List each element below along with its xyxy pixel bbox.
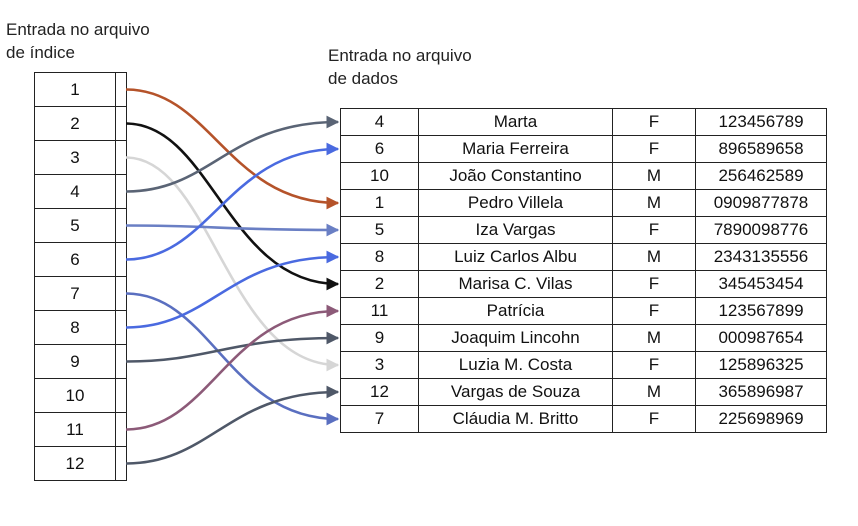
record-position: 7 — [341, 406, 419, 433]
pointer-arrow-2 — [126, 124, 338, 285]
record-sex: F — [613, 109, 696, 136]
record-phone: 2343135556 — [696, 244, 827, 271]
record-phone: 0909877878 — [696, 190, 827, 217]
record-name: Patrícia — [419, 298, 613, 325]
record-position: 5 — [341, 217, 419, 244]
data-row — [341, 271, 827, 298]
index-entry: 2 — [35, 107, 116, 141]
pointer-arrow-1 — [126, 90, 338, 204]
record-name: Maria Ferreira — [419, 136, 613, 163]
pointer-arrow-3 — [126, 158, 338, 366]
record-sex: M — [613, 190, 696, 217]
record-sex: F — [613, 406, 696, 433]
record-name: Marisa C. Vilas — [419, 271, 613, 298]
record-phone: 123567899 — [696, 298, 827, 325]
record-position: 12 — [341, 379, 419, 406]
data-row — [341, 136, 827, 163]
data-table — [340, 108, 827, 433]
index-pointer-cell — [116, 141, 127, 175]
index-row — [35, 277, 127, 311]
index-row — [35, 345, 127, 379]
index-pointer-cell — [116, 277, 127, 311]
data-row — [341, 244, 827, 271]
record-position: 8 — [341, 244, 419, 271]
data-row — [341, 190, 827, 217]
data-label-line2: de dados — [328, 69, 398, 88]
index-table — [34, 72, 127, 481]
index-row — [35, 447, 127, 481]
index-entry: 5 — [35, 209, 116, 243]
index-entry: 12 — [35, 447, 116, 481]
index-pointer-cell — [116, 175, 127, 209]
record-position: 4 — [341, 109, 419, 136]
record-name: Vargas de Souza — [419, 379, 613, 406]
record-position: 9 — [341, 325, 419, 352]
index-label-line1: Entrada no arquivo — [6, 20, 150, 39]
index-pointer-cell — [116, 107, 127, 141]
record-sex: F — [613, 298, 696, 325]
record-sex: M — [613, 163, 696, 190]
index-pointer-cell — [116, 379, 127, 413]
index-entry: 4 — [35, 175, 116, 209]
pointer-arrow-12 — [126, 392, 338, 464]
pointer-arrow-8 — [126, 257, 338, 328]
record-name: Pedro Villela — [419, 190, 613, 217]
pointer-arrow-11 — [126, 311, 338, 430]
index-entry: 11 — [35, 413, 116, 447]
index-row — [35, 175, 127, 209]
index-entry: 3 — [35, 141, 116, 175]
record-position: 10 — [341, 163, 419, 190]
index-pointer-cell — [116, 209, 127, 243]
record-name: Iza Vargas — [419, 217, 613, 244]
index-entry: 8 — [35, 311, 116, 345]
index-row — [35, 209, 127, 243]
pointer-arrow-4 — [126, 122, 338, 192]
record-position: 11 — [341, 298, 419, 325]
record-name: Luzia M. Costa — [419, 352, 613, 379]
record-sex: F — [613, 217, 696, 244]
index-pointer-cell — [116, 243, 127, 277]
data-row — [341, 406, 827, 433]
record-position: 2 — [341, 271, 419, 298]
record-phone: 345453454 — [696, 271, 827, 298]
index-entry: 1 — [35, 73, 116, 107]
record-name: Cláudia M. Britto — [419, 406, 613, 433]
data-row — [341, 298, 827, 325]
record-position: 3 — [341, 352, 419, 379]
record-position: 1 — [341, 190, 419, 217]
index-row — [35, 107, 127, 141]
pointer-arrow-7 — [126, 294, 338, 420]
record-phone: 256462589 — [696, 163, 827, 190]
index-pointer-cell — [116, 413, 127, 447]
record-sex: F — [613, 136, 696, 163]
record-name: João Constantino — [419, 163, 613, 190]
index-entry: 9 — [35, 345, 116, 379]
record-phone: 000987654 — [696, 325, 827, 352]
pointer-arrow-9 — [126, 338, 338, 362]
index-row — [35, 243, 127, 277]
data-row — [341, 325, 827, 352]
record-phone: 896589658 — [696, 136, 827, 163]
record-sex: F — [613, 352, 696, 379]
index-entry: 10 — [35, 379, 116, 413]
index-pointer-cell — [116, 311, 127, 345]
record-sex: F — [613, 271, 696, 298]
pointer-arrow-5 — [126, 226, 338, 231]
record-phone: 225698969 — [696, 406, 827, 433]
data-row — [341, 217, 827, 244]
data-row — [341, 109, 827, 136]
index-pointer-cell — [116, 447, 127, 481]
index-row — [35, 413, 127, 447]
index-entry: 7 — [35, 277, 116, 311]
record-name: Marta — [419, 109, 613, 136]
index-entry: 6 — [35, 243, 116, 277]
record-phone: 125896325 — [696, 352, 827, 379]
record-phone: 365896987 — [696, 379, 827, 406]
record-sex: M — [613, 379, 696, 406]
record-name: Joaquim Lincohn — [419, 325, 613, 352]
record-position: 6 — [341, 136, 419, 163]
record-sex: M — [613, 325, 696, 352]
record-phone: 123456789 — [696, 109, 827, 136]
data-row — [341, 352, 827, 379]
index-row — [35, 73, 127, 107]
index-row — [35, 141, 127, 175]
record-name: Luiz Carlos Albu — [419, 244, 613, 271]
index-pointer-cell — [116, 345, 127, 379]
index-file-label — [6, 18, 206, 64]
data-file-label — [328, 44, 528, 90]
record-phone: 7890098776 — [696, 217, 827, 244]
record-sex: M — [613, 244, 696, 271]
data-label-line1: Entrada no arquivo — [328, 46, 472, 65]
index-row — [35, 311, 127, 345]
data-row — [341, 379, 827, 406]
data-row — [341, 163, 827, 190]
index-row — [35, 379, 127, 413]
index-pointer-cell — [116, 73, 127, 107]
pointer-arrow-6 — [126, 149, 338, 260]
index-label-line2: de índice — [6, 43, 75, 62]
